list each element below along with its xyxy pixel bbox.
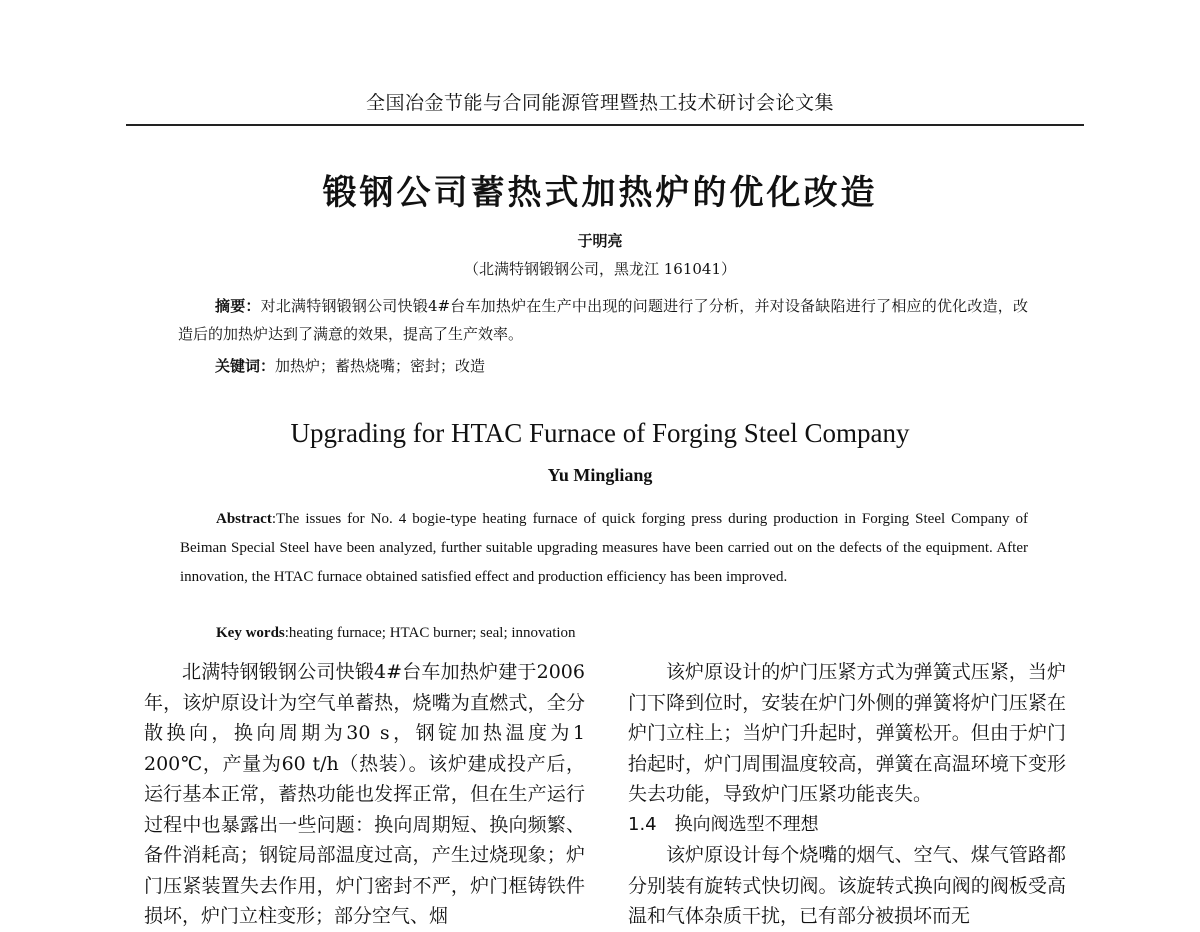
abstract-chinese-text: 对北满特钢锻钢公司快锻4#台车加热炉在生产中出现的问题进行了分析，并对设备缺陷进行了相应的优化改造，改造后的加热炉达到了满意的效果，提高了生产效率。 bbox=[178, 297, 1028, 343]
running-head: 全国冶金节能与合同能源管理暨热工技术研讨会论文集 bbox=[365, 92, 834, 114]
author-english: Yu Mingliang bbox=[547, 465, 653, 485]
abstract-english-label: Abstract bbox=[216, 511, 272, 527]
body-paragraph: 该炉原设计的炉门压紧方式为弹簧式压紧，当炉门下降到位时，安装在炉门外侧的弹簧将炉门压紧在炉门立柱上；当炉门升起时，弹簧松开。但由于炉门抬起时，炉门周围温度较高，弹簧在高温环境下变形失去功能，导致炉门压紧功能丧失。 bbox=[628, 661, 1066, 805]
header-rule bbox=[126, 124, 1084, 126]
body-column-left bbox=[144, 657, 585, 932]
abstract-chinese-label: 摘要： bbox=[215, 297, 261, 315]
body-paragraph: 该炉原设计每个烧嘴的烟气、空气、煤气管路都分别装有旋转式快切阀。该旋转式换向阀的阀板受高温和气体杂质干扰，已有部分被损坏而无 bbox=[628, 844, 1066, 927]
keywords-chinese-label: 关键词： bbox=[215, 357, 276, 375]
keywords-chinese-text: 加热炉；蓄热烧嘴；密封；改造 bbox=[275, 357, 486, 375]
keywords-english-label: Key words bbox=[216, 625, 285, 641]
abstract-english-text: :The issues for No. 4 bogie-type heating furnace of quick forging press during production in Forging Steel Company of Beiman Special Steel have been analyzed, further suitable upgrading measures have been carried out on the defects of the equipment. After innovation, the HTAC furnace obtained satisfied effect and production efficiency has been improved. bbox=[180, 511, 1028, 585]
title-english: Upgrading for HTAC Furnace of Forging Steel Company bbox=[290, 418, 910, 448]
abstract-chinese bbox=[178, 292, 1028, 348]
section-heading: 1.4 换向阀选型不理想 bbox=[628, 813, 819, 835]
abstract-english bbox=[180, 505, 1028, 592]
keywords-english bbox=[216, 620, 1016, 646]
keywords-chinese bbox=[215, 352, 1015, 380]
author-chinese: 于明亮 bbox=[577, 232, 623, 250]
affiliation-chinese: （北满特钢锻钢公司，黑龙江 161041） bbox=[463, 260, 737, 278]
keywords-english-text: :heating furnace; HTAC burner; seal; innovation bbox=[284, 625, 576, 641]
body-column-right bbox=[628, 657, 1066, 932]
title-chinese: 锻钢公司蓄热式加热炉的优化改造 bbox=[322, 173, 878, 213]
body-paragraph: 北满特钢锻钢公司快锻4#台车加热炉建于2006年，该炉原设计为空气单蓄热，烧嘴为直燃式，全分散换向，换向周期为30 s，钢锭加热温度为1 200℃，产量为60 t/h（热装）。该炉建成投产后，运行基本正常，蓄热功能也发挥正常，但在生产运行过程中也暴露出一些问题：换向周期短、换向频繁、备件消耗高；钢锭局部温度过高，产生过烧现象；炉门压紧装置失去作用，炉门密封不严，炉门框铸铁件损坏，炉门立柱变形；部分空气、烟 bbox=[144, 661, 585, 927]
